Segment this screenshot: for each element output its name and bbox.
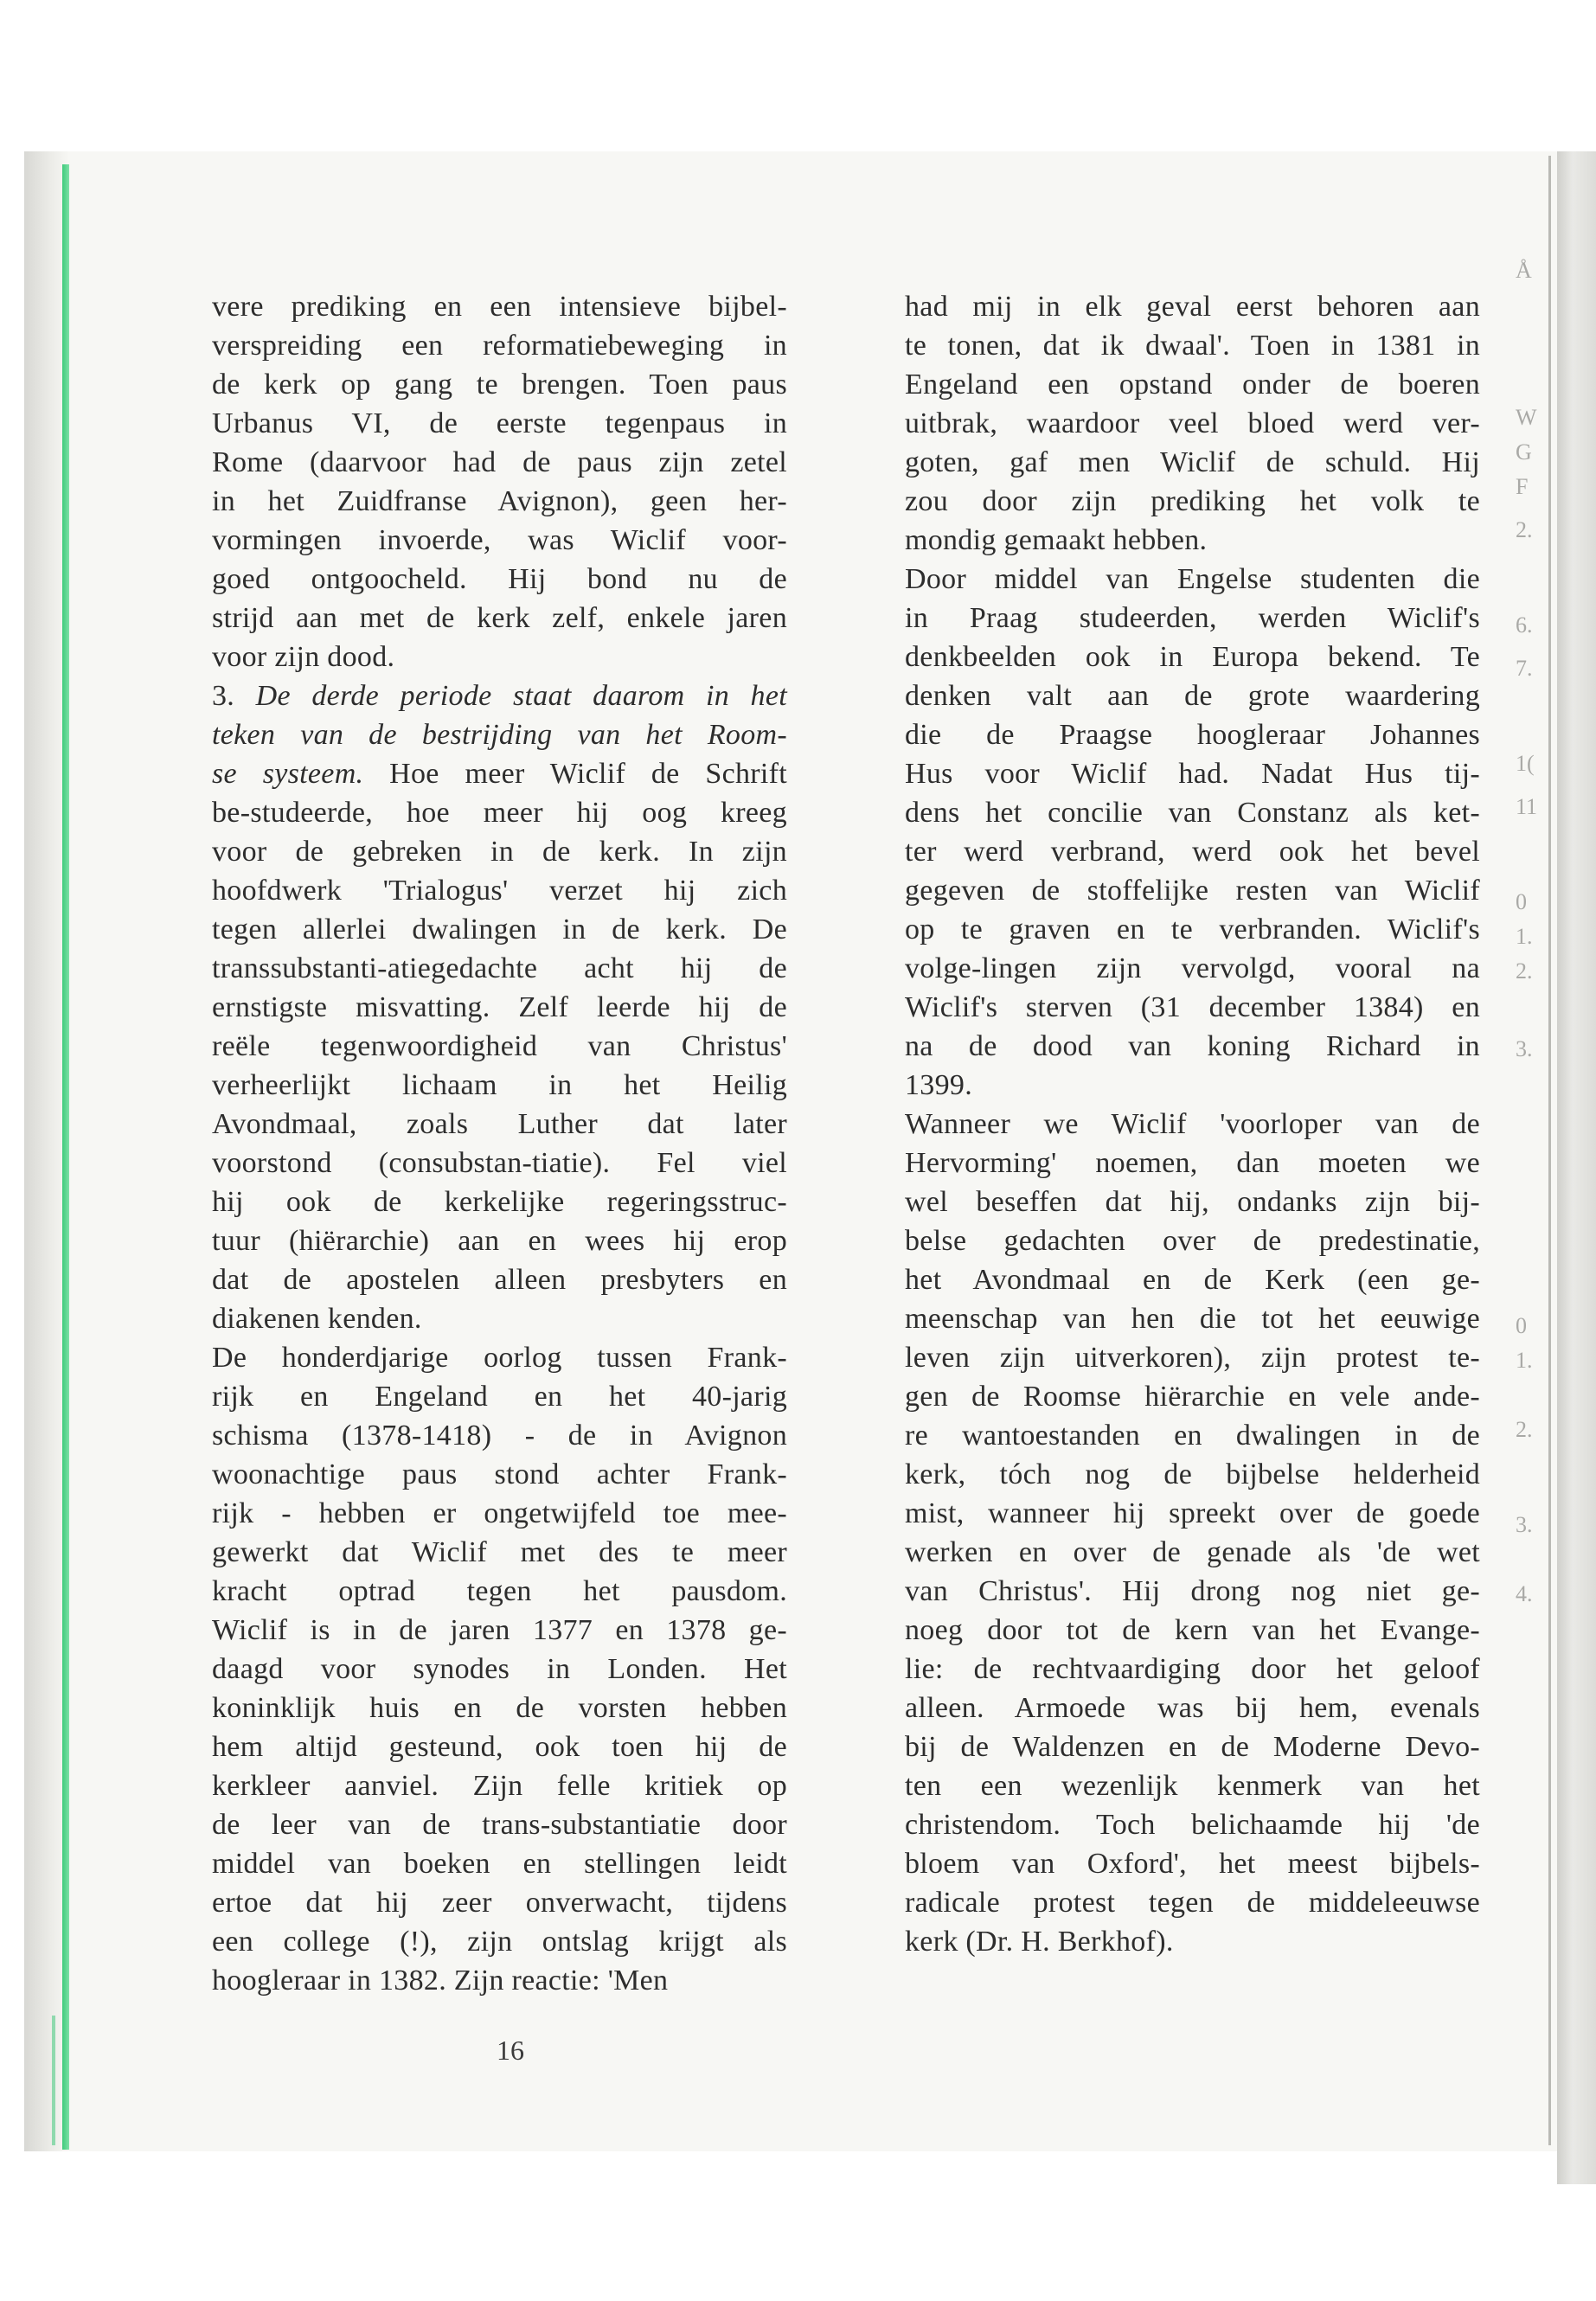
page-number: 16: [497, 2035, 524, 2066]
text-line: vormingen invoerde, was Wiclif voor-: [212, 524, 787, 556]
text-line: 3. De derde periode staat daarom in het: [212, 680, 787, 712]
text-line: dens het concilie van Constanz als ket-: [905, 797, 1480, 829]
bleed-glyph: 2.: [1516, 517, 1533, 542]
bleed-glyph: G: [1516, 439, 1532, 465]
text-line: strijd aan met de kerk zelf, enkele jaren: [212, 602, 787, 634]
text-line: in het Zuidfranse Avignon), geen her-: [212, 485, 787, 517]
text-line: Avondmaal, zoals Luther dat later: [212, 1108, 787, 1140]
text-line: verspreiding een reformatiebeweging in: [212, 330, 787, 362]
green-page-edge: [62, 164, 69, 2150]
text-line: reële tegenwoordigheid van Christus': [212, 1030, 787, 1062]
text-line: van Christus'. Hij drong nog niet ge-: [905, 1575, 1480, 1607]
bleed-glyph: 0: [1516, 889, 1527, 914]
bleed-glyph: 0: [1516, 1313, 1527, 1338]
text-line: kerk, tóch nog de bijbelse helderheid: [905, 1458, 1480, 1490]
text-line: diakenen kenden.: [212, 1303, 422, 1335]
text-line: het Avondmaal en de Kerk (een ge-: [905, 1264, 1480, 1296]
text-line: uitbrak, waardoor veel bloed werd ver-: [905, 407, 1480, 439]
text-line: goten, gaf men Wiclif de schuld. Hij: [905, 446, 1480, 478]
text-line: verheerlijkt lichaam in het Heilig: [212, 1069, 787, 1101]
text-line: hoofdwerk 'Trialogus' verzet hij zich: [212, 875, 787, 907]
text-line: de leer van de trans-substantiatie door: [212, 1809, 787, 1841]
bleed-glyph: 6.: [1516, 612, 1533, 638]
text-line: een college (!), zijn ontslag krijgt als: [212, 1926, 787, 1958]
text-line: mist, wanneer hij spreekt over de goede: [905, 1497, 1480, 1529]
text-line: tuur (hiërarchie) aan en wees hij erop: [212, 1225, 787, 1257]
right-page-stack: [1557, 151, 1596, 2184]
text-line: kerkleer aanviel. Zijn felle kritiek op: [212, 1770, 787, 1802]
bleed-glyph: 11: [1516, 794, 1538, 819]
bleed-glyph: 1.: [1516, 924, 1533, 949]
text-line: meenschap van hen die tot het eeuwige: [905, 1303, 1480, 1335]
text-line: ertoe dat hij zeer onverwacht, tijdens: [212, 1887, 787, 1919]
text-line: se systeem. Hoe meer Wiclif de Schrift: [212, 758, 787, 790]
text-line: lie: de rechtvaardiging door het geloof: [905, 1653, 1480, 1685]
text-line: christendom. Toch belichaamde hij 'de: [905, 1809, 1480, 1841]
bleed-glyph: F: [1516, 474, 1529, 499]
text-line: belse gedachten over de predestinatie,: [905, 1225, 1480, 1257]
text-line: zou door zijn prediking het volk te: [905, 485, 1480, 517]
text-line: Urbanus VI, de eerste tegenpaus in: [212, 407, 787, 439]
text-line: Hervorming' noemen, dan moeten we: [905, 1147, 1480, 1179]
text-line: hoogleraar in 1382. Zijn reactie: 'Men: [212, 1965, 669, 1997]
text-line: na de dood van koning Richard in: [905, 1030, 1480, 1062]
text-line: Hus voor Wiclif had. Nadat Hus tij-: [905, 758, 1480, 790]
text-line: be-studeerde, hoe meer hij oog kreeg: [212, 797, 787, 829]
text-line: transsubstanti-atiegedachte acht hij de: [212, 952, 787, 984]
text-line: in Praag studeerden, werden Wiclif's: [905, 602, 1480, 634]
green-page-edge-secondary: [52, 2016, 55, 2145]
text-line: had mij in elk geval eerst behoren aan: [905, 291, 1480, 323]
text-line: Rome (daarvoor had de paus zijn zetel: [212, 446, 787, 478]
text-line: Wanneer we Wiclif 'voorloper van de: [905, 1108, 1480, 1140]
text-line: leven zijn uitverkoren), zijn protest te-: [905, 1342, 1480, 1374]
bleed-glyph: 2.: [1516, 1417, 1533, 1442]
right-text-column: [905, 287, 1480, 1961]
text-line: voor zijn dood.: [212, 641, 395, 673]
bleed-through-text: [1516, 260, 1550, 1687]
text-line: koninklijk huis en de vorsten hebben: [212, 1692, 787, 1724]
bleed-glyph: 2.: [1516, 958, 1533, 984]
text-line: te tonen, dat ik dwaal'. Toen in 1381 in: [905, 330, 1480, 362]
text-line: hij ook de kerkelijke regeringsstruc-: [212, 1186, 787, 1218]
bleed-glyph: 3.: [1516, 1036, 1533, 1061]
text-line: goed ontgoocheld. Hij bond nu de: [212, 563, 787, 595]
text-line: rijk en Engeland en het 40-jarig: [212, 1381, 787, 1413]
bleed-glyph: Å: [1516, 258, 1532, 283]
text-line: vere prediking en een intensieve bijbel-: [212, 291, 787, 323]
text-line: die de Praagse hoogleraar Johannes: [905, 719, 1480, 751]
text-line: gewerkt dat Wiclif met des te meer: [212, 1536, 787, 1568]
text-line: Wiclif's sterven (31 december 1384) en: [905, 991, 1480, 1023]
bleed-glyph: 4.: [1516, 1581, 1533, 1606]
text-line: ter werd verbrand, werd ook het bevel: [905, 836, 1480, 868]
text-line: gegeven de stoffelijke resten van Wiclif: [905, 875, 1480, 907]
left-text-column: [212, 287, 787, 2000]
text-line: kerk (Dr. H. Berkhof).: [905, 1926, 1174, 1958]
text-line: volge-lingen zijn vervolgd, vooral na: [905, 952, 1480, 984]
text-line: ernstigste misvatting. Zelf leerde hij de: [212, 991, 787, 1023]
text-line: re wantoestanden en dwalingen in de: [905, 1420, 1480, 1452]
text-line: wel beseffen dat hij, ondanks zijn bij-: [905, 1186, 1480, 1218]
text-line: Engeland een opstand onder de boeren: [905, 369, 1480, 401]
text-line: mondig gemaakt hebben.: [905, 524, 1208, 556]
bleed-glyph: W: [1516, 405, 1537, 430]
bleed-glyph: 3.: [1516, 1512, 1533, 1537]
text-line: kracht optrad tegen het pausdom.: [212, 1575, 787, 1607]
text-line: Door middel van Engelse studenten die: [905, 563, 1480, 595]
text-line: de kerk op gang te brengen. Toen paus: [212, 369, 787, 401]
text-line: op te graven en te verbranden. Wiclif's: [905, 913, 1480, 945]
text-line: woonachtige paus stond achter Frank-: [212, 1458, 787, 1490]
text-line: voor de gebreken in de kerk. In zijn: [212, 836, 787, 868]
text-line: ten een wezenlijk kenmerk van het: [905, 1770, 1480, 1802]
text-line: gen de Roomse hiërarchie en vele ande-: [905, 1381, 1480, 1413]
text-line: alleen. Armoede was bij hem, evenals: [905, 1692, 1480, 1724]
text-line: teken van de bestrijding van het Room-: [212, 719, 787, 751]
bleed-glyph: 1.: [1516, 1348, 1533, 1373]
text-line: middel van boeken en stellingen leidt: [212, 1848, 787, 1880]
bleed-glyph: 1(: [1516, 751, 1535, 776]
text-line: hem altijd gesteund, ook toen hij de: [212, 1731, 787, 1763]
text-line: tegen allerlei dwalingen in de kerk. De: [212, 913, 787, 945]
text-line: bloem van Oxford', het meest bijbels-: [905, 1848, 1480, 1880]
text-line: daagd voor synodes in Londen. Het: [212, 1653, 787, 1685]
text-line: rijk - hebben er ongetwijfeld toe mee-: [212, 1497, 787, 1529]
text-line: Wiclif is in de jaren 1377 en 1378 ge-: [212, 1614, 787, 1646]
text-line: bij de Waldenzen en de Moderne Devo-: [905, 1731, 1480, 1763]
text-line: voorstond (consubstan-tiatie). Fel viel: [212, 1147, 787, 1179]
bleed-glyph: 7.: [1516, 656, 1533, 681]
text-line: denkbeelden ook in Europa bekend. Te: [905, 641, 1480, 673]
text-line: radicale protest tegen de middeleeuwse: [905, 1887, 1480, 1919]
text-line: De honderdjarige oorlog tussen Frank-: [212, 1342, 787, 1374]
text-line: schisma (1378-1418) - de in Avignon: [212, 1420, 787, 1452]
text-line: noeg door tot de kern van het Evange-: [905, 1614, 1480, 1646]
text-line: werken en over de genade als 'de wet: [905, 1536, 1480, 1568]
text-line: denken valt aan de grote waardering: [905, 680, 1480, 712]
text-line: 1399.: [905, 1069, 972, 1101]
text-line: dat de apostelen alleen presbyters en: [212, 1264, 787, 1296]
